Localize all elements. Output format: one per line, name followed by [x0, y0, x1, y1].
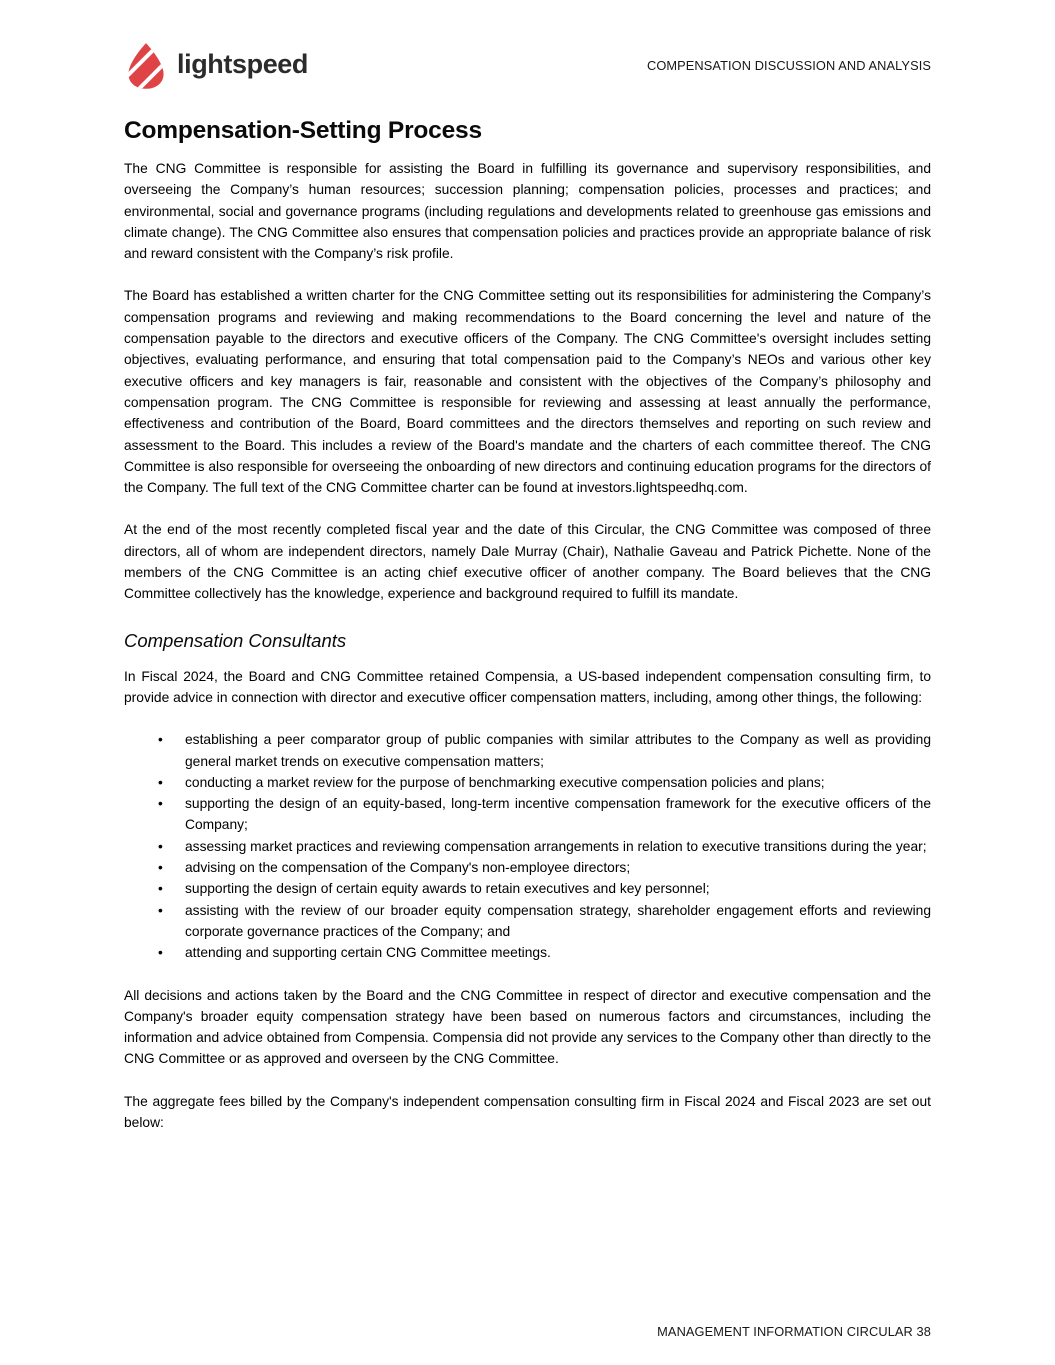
list-item	[124, 772, 931, 793]
page-footer	[657, 1324, 931, 1339]
lightspeed-logo	[124, 42, 308, 90]
paragraph-cng-responsibilities: The CNG Committee is responsible for assisting the Board in fulfilling its governance and supervisory responsibilities, and overseeing the Company’s human resources; succession planning; compensation policies, processes and practices; and environmental, social and governance programs (including regulations and developments related to greenhouse gas emissions and climate change). The CNG Committee also ensures that compensation policies and practices provide an appropriate balance of risk and reward consistent with the Company’s risk profile.	[124, 161, 931, 262]
section-heading-compensation-consultants: Compensation Consultants	[124, 629, 347, 651]
list-item	[124, 836, 931, 857]
list-item	[124, 900, 931, 943]
bullet-marker: •	[158, 945, 163, 961]
list-item	[124, 793, 931, 836]
bullet-marker: •	[158, 732, 163, 748]
list-item	[124, 878, 931, 899]
list-item-text: supporting the design of certain equity awards to retain executives and key personnel;	[185, 881, 710, 897]
list-item-text: establishing a peer comparator group of public companies with similar attributes to the Company as well as providing general market trends on executive compensation matters;	[185, 732, 931, 769]
running-header: COMPENSATION DISCUSSION AND ANALYSIS	[646, 58, 931, 73]
list-item	[124, 729, 931, 772]
bullet-marker: •	[158, 860, 163, 876]
footer-label: MANAGEMENT INFORMATION CIRCULAR 38	[657, 1324, 931, 1339]
paragraph-consultants-intro: In Fiscal 2024, the Board and CNG Committee retained Compensia, a US-based independent compensation consulting firm, to provide advice in connection with director and executive officer compensation matters, including, among other things, the following:	[124, 668, 931, 705]
page-header	[0, 0, 1055, 95]
logo-wordmark: lightspeed	[177, 48, 309, 79]
bullet-marker: •	[158, 796, 163, 812]
bullet-marker: •	[158, 774, 163, 790]
paragraph-board-decisions: All decisions and actions taken by the Board and the CNG Committee in respect of director and executive compensation and the Company's broader equity compensation strategy have been based on numerous factors and circumstances, including the information and advice obtained from Compensia. Compensia did not provide any services to the Company other than directly to the CNG Committee or as approved and overseen by the CNG Committee.	[124, 987, 931, 1067]
list-item-text: assisting with the review of our broader equity compensation strategy, shareholder engagement efforts and reviewing corporate governance practices of the Company; and	[185, 902, 931, 939]
list-item-text: supporting the design of an equity-based, long-term incentive compensation framework for the executive officers of the Company;	[185, 796, 931, 833]
flame-icon	[124, 42, 168, 90]
paragraph-aggregate-fees: The aggregate fees billed by the Company's independent compensation consulting firm in Fiscal 2024 and Fiscal 2023 are set out below:	[124, 1093, 931, 1130]
bullet-marker: •	[158, 902, 163, 918]
list-item-text: conducting a market review for the purpose of benchmarking executive compensation policies and plans;	[185, 774, 825, 790]
bullet-marker: •	[158, 838, 163, 854]
list-item-text: attending and supporting certain CNG Committee meetings.	[185, 945, 551, 961]
consultant-services-list	[124, 729, 931, 963]
list-item	[124, 942, 931, 963]
list-item-text: advising on the compensation of the Company's non-employee directors;	[185, 860, 631, 876]
list-item-text: assessing market practices and reviewing compensation arrangements in relation to executive transitions during the year;	[185, 838, 927, 854]
document-body	[0, 117, 1055, 1133]
bullet-marker: •	[158, 881, 163, 897]
list-item	[124, 857, 931, 878]
paragraph-board-charter: The Board has established a written charter for the CNG Committee setting out its responsibilities for administering the Company’s compensation programs and reviewing and making recommendations to the Board concerning the level and nature of the compensation payable to the directors and executive officers of the Company. The CNG Committee's oversight includes setting objectives, evaluating performance, and ensuring that total compensation paid to the Company’s NEOs and various other key executive officers and key managers is fair, reasonable and consistent with the objectives of the Company’s philosophy and compensation program. The CNG Committee is responsible for reviewing and assessing at least annually the performance, effectiveness and contribution of the Board, Board committees and the directors themselves and reporting on such review and assessment to the Board. This includes a review of the Board's mandate and the charters of each committee thereof. The CNG Committee is also responsible for overseeing the onboarding of new directors and continuing education programs for the directors of the Company. The full text of the CNG Committee charter can be found at investors.lightspeedhq.com.	[124, 288, 931, 496]
paragraph-committee-composition: At the end of the most recently completed fiscal year and the date of this Circular, the CNG Committee was composed of three directors, all of whom are independent directors, namely Dale Murray (Chair), Nathalie Gaveau and Patrick Pichette. None of the members of the CNG Committee is an acting chief executive officer of another company. The Board believes that the CNG Committee collectively has the knowledge, experience and background required to fulfill its mandate.	[124, 522, 931, 602]
page-title: Compensation-Setting Process	[124, 117, 482, 144]
